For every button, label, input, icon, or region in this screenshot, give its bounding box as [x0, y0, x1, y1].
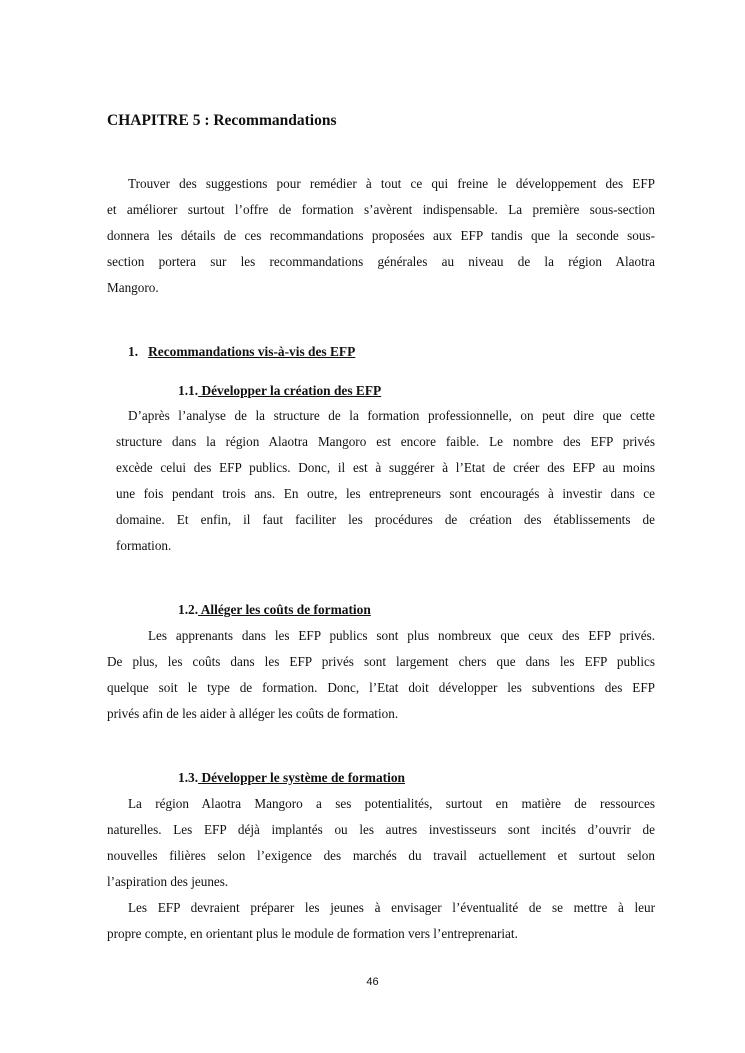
paragraph-line: Les apprenants dans les EFP publics sont plus nombreux que ceux des EFP privés. — [148, 628, 655, 643]
paragraph-line: La région Alaotra Mangoro a ses potentialités, surtout en matière de ressources — [128, 796, 655, 811]
subsection-heading — [178, 770, 405, 786]
subsection-heading — [178, 602, 371, 618]
subsection-number: 1.1. — [178, 383, 199, 398]
paragraph-line: section portera sur les recommandations générales au niveau de la région Alaotra — [107, 254, 655, 269]
subsection-title: Développer la création des EFP — [198, 383, 382, 398]
paragraph-line: structure dans la région Alaotra Mangoro est encore faible. Le nombre des EFP privés — [116, 434, 655, 449]
section-title: Recommandations vis-à-vis des EFP — [148, 344, 356, 359]
paragraph-line: privés afin de les aider à alléger les coûts de formation. — [107, 706, 399, 721]
paragraph-line: nouvelles filières selon l’exigence des marchés du travail actuellement et surtout selon — [107, 848, 655, 863]
paragraph-line: propre compte, en orientant plus le module de formation vers l’entreprenariat. — [107, 926, 518, 941]
paragraph-line: Mangoro. — [107, 280, 159, 295]
paragraph-line: D’après l’analyse de la structure de la formation professionnelle, on peut dire que cette — [128, 408, 655, 423]
paragraph-line: donnera les détails de ces recommandations proposées aux EFP tandis que la seconde sous- — [107, 228, 655, 243]
paragraph-line: excède celui des EFP publics. Donc, il est à suggérer à l’Etat de créer des EFP au moins — [116, 460, 655, 475]
subsection-title: Alléger les coûts de formation — [198, 602, 371, 617]
paragraph-line: De plus, les coûts dans les EFP privés sont largement chers que dans les EFP publics — [107, 654, 655, 669]
paragraph-line: Les EFP devraient préparer les jeunes à envisager l’éventualité de se mettre à leur — [128, 900, 655, 915]
subsection-heading — [178, 383, 381, 399]
page-number: 46 — [366, 976, 379, 988]
paragraph-line: formation. — [116, 538, 172, 553]
paragraph-line: et améliorer surtout l’offre de formation s’avèrent indispensable. La première sous-section — [107, 202, 655, 217]
section-number: 1. — [128, 344, 139, 359]
paragraph-line: une fois pendant trois ans. En outre, les entrepreneurs sont encouragés à investir dans ce — [116, 486, 655, 501]
paragraph-line: quelque soit le type de formation. Donc, l’Etat doit développer les subventions des EFP — [107, 680, 655, 695]
subsection-number: 1.2. — [178, 602, 199, 617]
paragraph-line: l’aspiration des jeunes. — [107, 874, 229, 889]
paragraph-line: naturelles. Les EFP déjà implantés ou les autres investisseurs sont incités d’ouvrir de — [107, 822, 655, 837]
chapter-title: CHAPITRE 5 : Recommandations — [107, 112, 337, 129]
subsection-title: Développer le système de formation — [198, 770, 405, 785]
subsection-number: 1.3. — [178, 770, 199, 785]
section-heading — [128, 344, 355, 360]
paragraph-line: domaine. Et enfin, il faut faciliter les procédures de création des établissements de — [116, 512, 655, 527]
paragraph-line: Trouver des suggestions pour remédier à tout ce qui freine le développement des EFP — [128, 176, 655, 191]
